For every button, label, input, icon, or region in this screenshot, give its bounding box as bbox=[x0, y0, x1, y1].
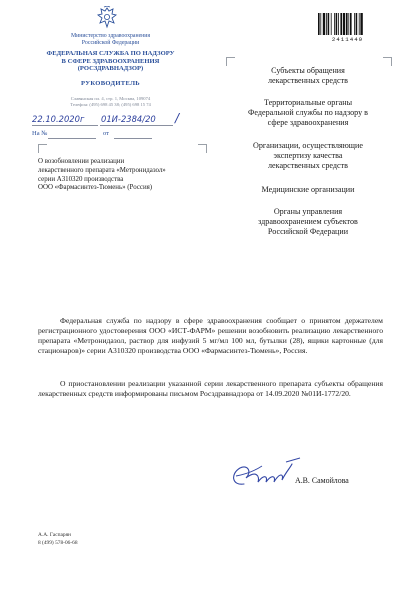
head-title: РУКОВОДИТЕЛЬ bbox=[81, 80, 140, 87]
service-name bbox=[28, 50, 193, 73]
barcode-icon bbox=[318, 13, 377, 35]
ministry-line bbox=[28, 33, 193, 46]
addressee-line: сфере здравоохранения bbox=[267, 118, 349, 128]
addressee-1 bbox=[238, 66, 378, 86]
address-line: Славянская пл. 4, стр. 1, Москва, 109074 bbox=[70, 96, 151, 101]
addressee-4 bbox=[238, 185, 378, 195]
corner-mark bbox=[226, 57, 235, 66]
service-line: В СФЕРЕ ЗДРАВООХРАНЕНИЯ bbox=[61, 57, 160, 65]
reference-from-label: от bbox=[103, 130, 110, 137]
body-paragraph-2 bbox=[38, 379, 383, 399]
service-address bbox=[28, 96, 193, 108]
barcode-number: 2411449 bbox=[331, 36, 364, 43]
addressee-line: Территориальные органы bbox=[263, 98, 353, 107]
service-line: ФЕДЕРАЛЬНАЯ СЛУЖБА ПО НАДЗОРУ bbox=[46, 50, 175, 57]
addressee-line: Федеральной службы по надзору в bbox=[248, 108, 368, 118]
subject-line: серии А310320 производства bbox=[38, 175, 124, 183]
addressee-line: экспертизу качества bbox=[273, 151, 343, 161]
reference-row bbox=[32, 130, 162, 140]
addressee-5 bbox=[238, 207, 378, 237]
registration-date: 22.10.2020г bbox=[32, 114, 85, 124]
subject-line: О возобновлении реализации bbox=[38, 158, 125, 165]
addressee-line: Субъекты обращения bbox=[271, 66, 345, 75]
addressee-2 bbox=[238, 98, 378, 128]
executor-name: А.А. Гаспарян bbox=[38, 532, 71, 538]
registration-mark-icon: / bbox=[175, 111, 180, 125]
ministry-name bbox=[28, 33, 193, 46]
ministry-line: Российской Федерации bbox=[81, 39, 140, 46]
eagle-emblem-icon bbox=[96, 6, 118, 30]
addressee-3 bbox=[238, 141, 378, 171]
ministry-line: Министерство здравоохранения bbox=[70, 33, 151, 39]
addressee-line: лекарственных средств bbox=[268, 161, 348, 171]
addressee-line: Органы управления bbox=[273, 207, 343, 216]
addressee-line: Медицинские организации bbox=[261, 185, 355, 194]
address-line: Телефон: (495) 698 45 38; (495) 698 15 74 bbox=[70, 101, 151, 107]
letter-subject bbox=[38, 158, 208, 193]
corner-mark bbox=[383, 57, 392, 66]
handwritten-signature-icon bbox=[226, 452, 306, 494]
addressee-line: Российской Федерации bbox=[267, 227, 349, 237]
body-paragraph-1 bbox=[38, 316, 383, 355]
corner-mark bbox=[38, 144, 47, 153]
addressee-line: лекарственных средств bbox=[268, 76, 348, 86]
service-line: (РОСЗДРАВНАДЗОР) bbox=[77, 65, 144, 73]
subject-line: ООО «Фармасинтез-Тюмень» (Россия) bbox=[38, 184, 153, 192]
reference-label: На № bbox=[32, 130, 48, 137]
subject-line: лекарственного препарата «Метронидазол» bbox=[38, 166, 166, 174]
body-text-1: Федеральная служба по надзору в сфере здравоохранения сообщает о принятом держателем регистрационного удостоверения ООО «ИСТ-ФАРМ» решении возобновить реализацию лекарственного препарата «Метронидазол, раствор для инфузий 5 мг/мл 100 мл, бутылки (28), ящики картонные (для стационаров)» серии А310320 производства ООО «Фармасинтез-Тюмень», Россия. bbox=[38, 316, 383, 355]
addressee-line: Организации, осуществляющие bbox=[253, 141, 363, 150]
registration-number: 01И-2384/20 bbox=[101, 114, 156, 124]
signer-name: А.В. Самойлова bbox=[295, 476, 349, 485]
corner-mark bbox=[198, 144, 207, 153]
registration-row bbox=[32, 113, 202, 127]
body-text-2: О приостановлении реализации указанной серии лекарственного препарата субъекты обращения лекарственных средств информированы письмом Росздравнадзора от 14.09.2020 №01И-1772/20. bbox=[38, 379, 383, 398]
executor-phone: 8 (499) 578-06-68 bbox=[38, 540, 78, 546]
addressee-line: здравоохранением субъектов bbox=[258, 217, 358, 227]
